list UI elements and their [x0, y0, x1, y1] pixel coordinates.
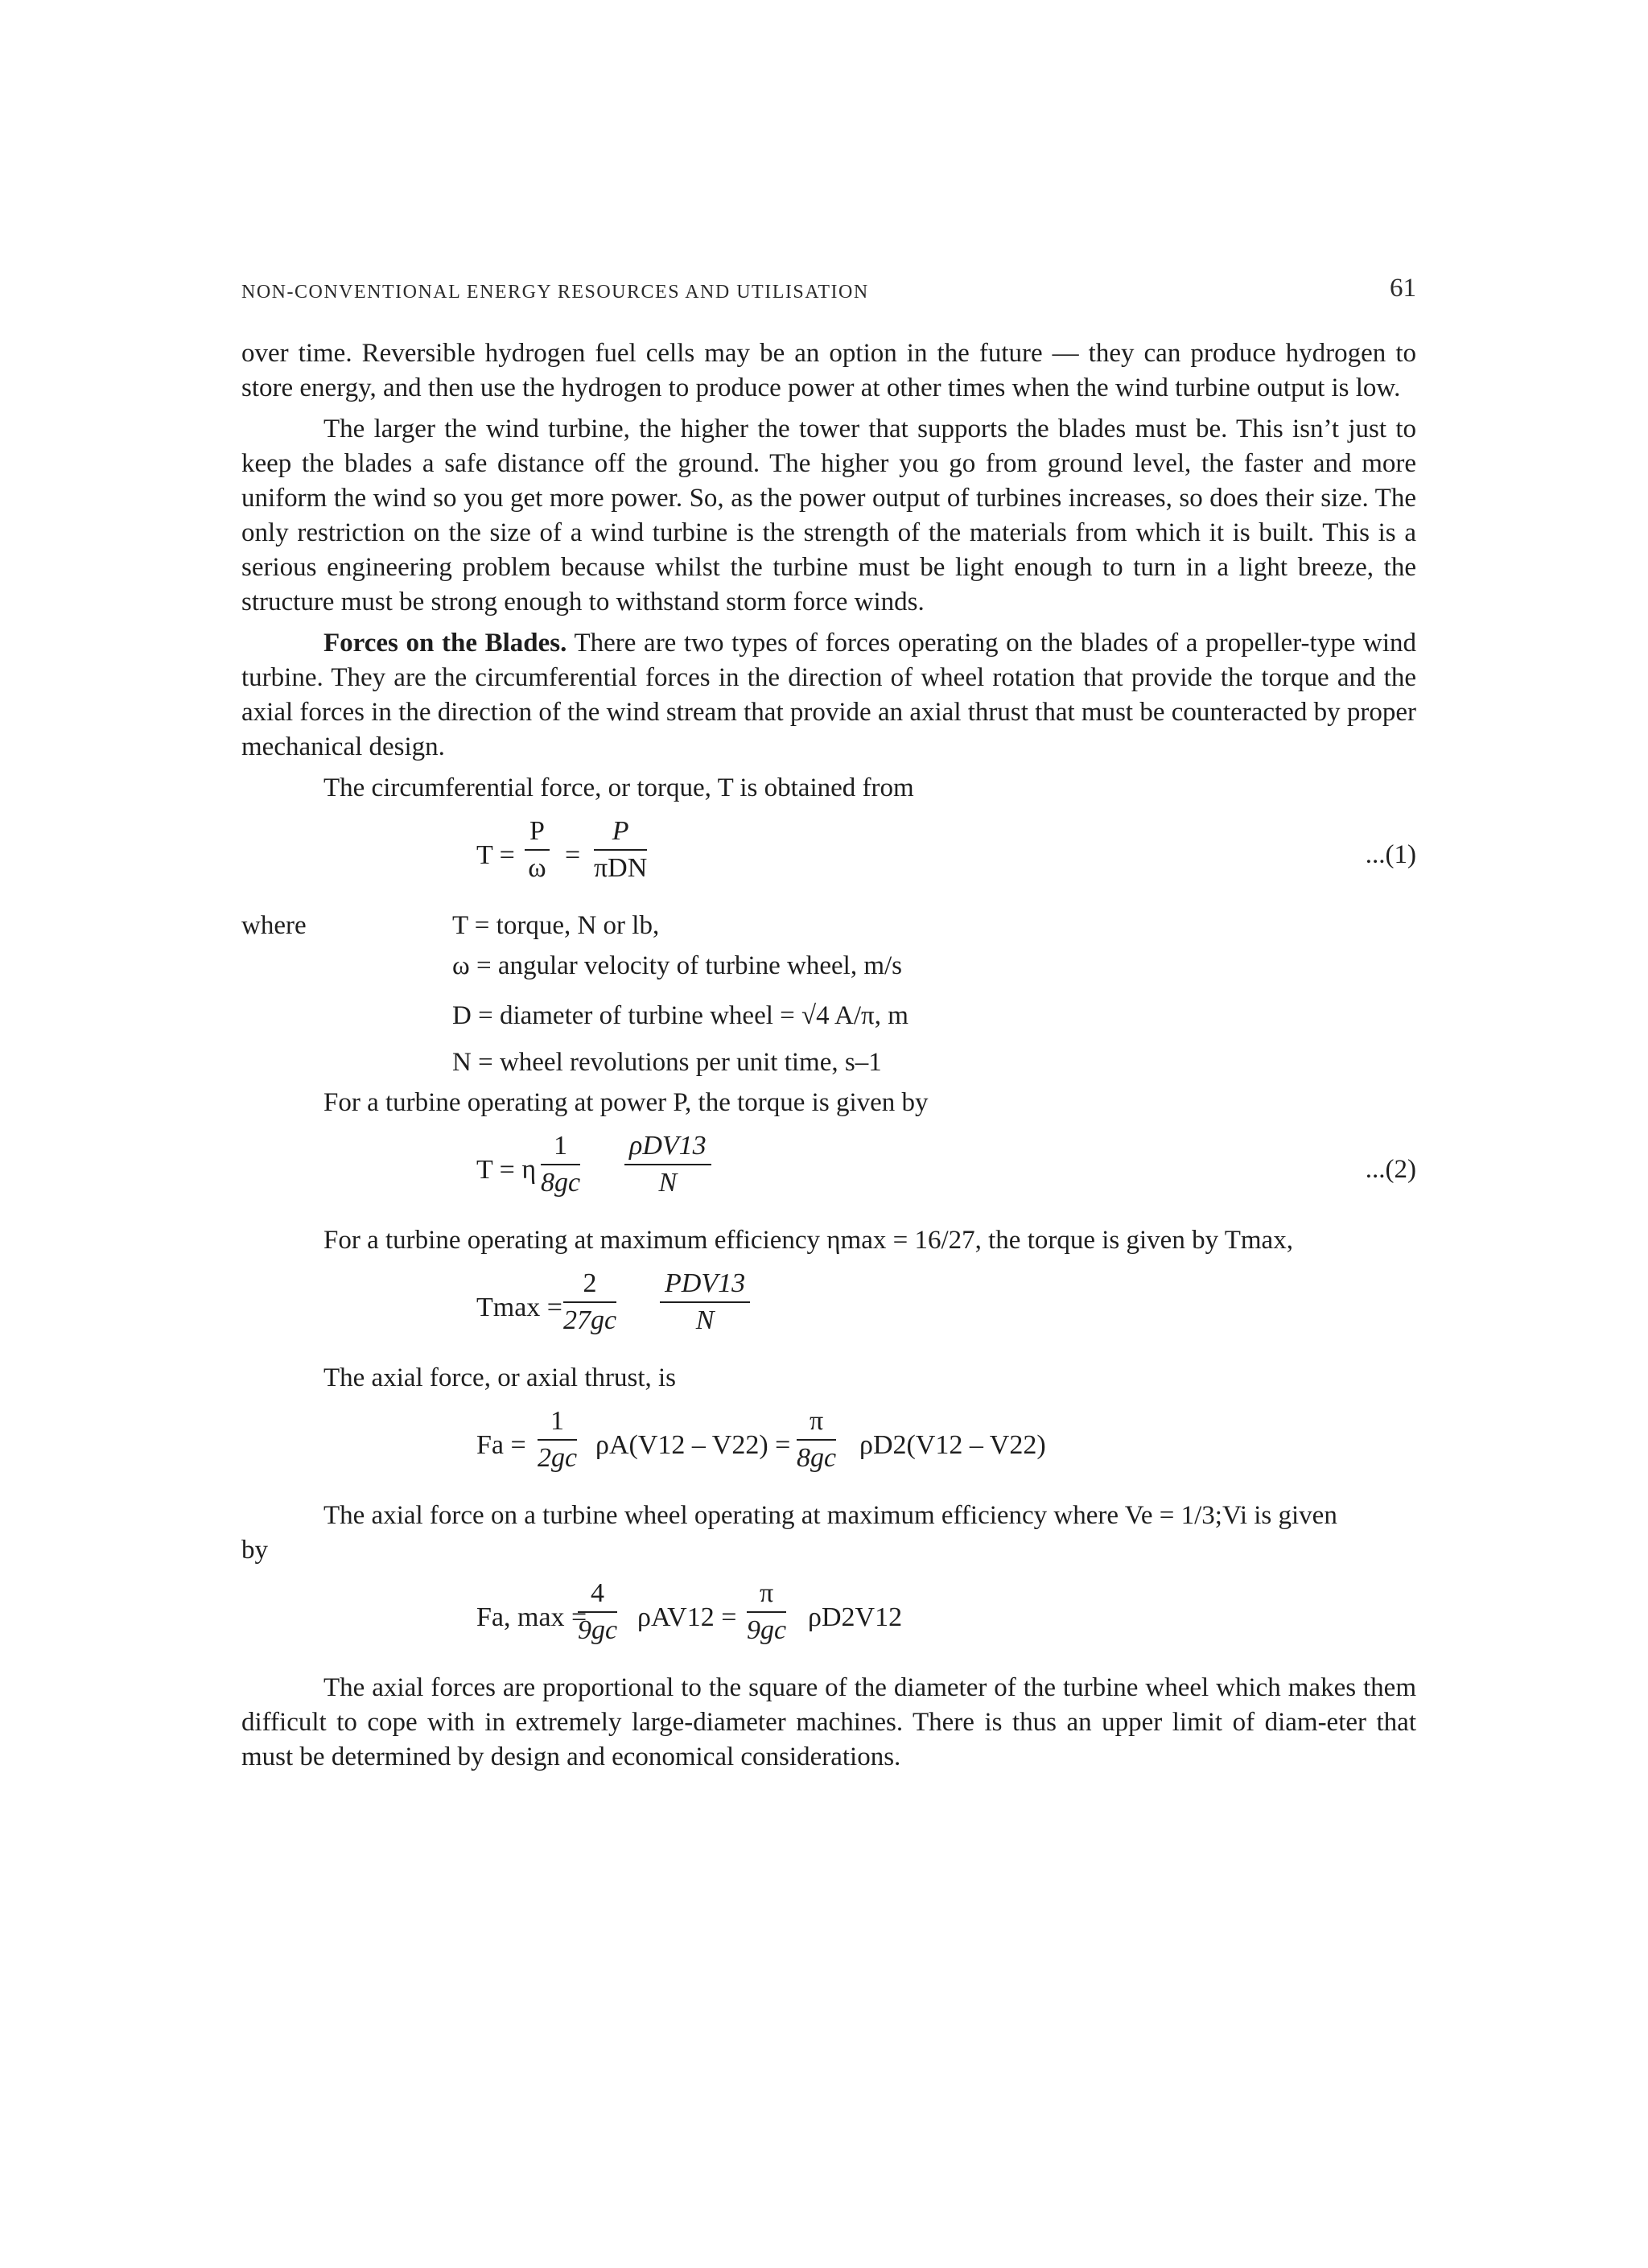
eq5-fraction-2 — [747, 1576, 786, 1648]
eq4-fraction-2 — [797, 1404, 836, 1476]
eq4-fraction-1 — [538, 1404, 577, 1476]
paragraph-text: There are two types of forces operating on the blades of a propeller-type wind turbine. They are the circumferential forces in the direction of wheel rotation that provide the torque and the axial forces in the direction of the wind stream that provide an axial thrust that must be counteracted by proper mechanical design. — [241, 629, 1416, 761]
eq3-f1-numerator: 2 — [563, 1266, 616, 1303]
paragraph: The circumferential force, or torque, T is obtained from — [323, 773, 914, 802]
eq2-fraction-2 — [624, 1128, 711, 1201]
where-item-torque: T = torque, N or lb, — [452, 911, 660, 940]
eq4-middle: ρA(V12 – V22) = — [595, 1430, 791, 1460]
paragraph: For a turbine operating at maximum efficiency ηmax = 16/27, the torque is given by Tmax, — [323, 1226, 1293, 1255]
eq5-middle: ρAV12 = — [637, 1602, 737, 1632]
equation-5 — [241, 1576, 1416, 1663]
eq2-lhs: T = η — [476, 1155, 537, 1185]
eq2-number: ...(2) — [1365, 1155, 1416, 1184]
eq2-fraction-1 — [541, 1128, 580, 1201]
where-label: where — [241, 911, 307, 940]
paragraph: The axial forces are proportional to the square of the diameter of the turbine wheel which makes them difficult to cope with in extremely large-diameter machines. There is thus an upper limit of diam-eter that must be determined by design and economical considerations. — [241, 1673, 1416, 1771]
eq1-f2-numerator: P — [594, 814, 647, 851]
eq5-lhs: Fa, max = — [476, 1602, 587, 1632]
eq5-f1-denominator: 9gc — [578, 1615, 618, 1645]
eq1-fraction-1 — [525, 814, 550, 886]
eq4-f1-numerator: 1 — [538, 1404, 577, 1441]
eq1-fraction-2 — [594, 814, 647, 886]
paragraph: over time. Reversible hydrogen fuel cells may be an option in the future — they can produce hydrogen to store energy, and then use the hydrogen to produce power at other times when the wind turbine output is low. — [241, 339, 1416, 402]
eq1-lhs: T = — [476, 840, 515, 870]
where-row-2 — [241, 949, 1416, 989]
eq2-f2-denominator: N — [658, 1168, 678, 1198]
eq3-f2-numerator: PDV13 — [660, 1266, 750, 1303]
eq5-tail: ρD2V12 — [808, 1602, 903, 1632]
eq1-f2-denominator: πDN — [594, 853, 648, 883]
equation-4 — [241, 1404, 1416, 1491]
where-item-revolutions: N = wheel revolutions per unit time, s–1 — [452, 1048, 882, 1077]
page-number: 61 — [1390, 274, 1416, 303]
eq3-f2-denominator: N — [695, 1305, 715, 1335]
eq4-f2-numerator: π — [797, 1404, 836, 1441]
running-head: NON-CONVENTIONAL ENERGY RESOURCES AND UTILISATION — [241, 282, 869, 303]
eq1-f1-numerator: P — [525, 814, 550, 851]
eq2-f2-numerator: ρDV13 — [624, 1128, 711, 1165]
equation-3 — [241, 1266, 1416, 1353]
eq3-fraction-2 — [660, 1266, 750, 1338]
eq5-f2-numerator: π — [747, 1576, 786, 1613]
paragraph: The axial force on a turbine wheel operating at maximum efficiency where Ve = 1/3;Vi is given — [323, 1501, 1337, 1530]
eq1-number: ...(1) — [1365, 840, 1416, 869]
paragraph: The larger the wind turbine, the higher the tower that supports the blades must be. This isn’t just to keep the blades a safe distance off the ground. The higher you go from ground level, the faster and more uniform the wind so you get more power. So, as the power output of turbines increases, so does their size. The only restriction on the size of a wind turbine is the strength of the materials from which it is built. This is a serious engineering problem because whilst the turbine must be light enough to turn in a light breeze, the structure must be strong enough to withstand storm force winds. — [241, 414, 1416, 616]
page-header — [241, 274, 1416, 314]
eq5-fraction-1 — [578, 1576, 617, 1648]
eq1-f1-denominator: ω — [528, 853, 546, 883]
where-row-4 — [241, 1045, 1416, 1086]
equation-2 — [241, 1128, 1416, 1215]
eq4-tail: ρD2(V12 – V22) — [859, 1430, 1046, 1460]
eq1-equals: = — [565, 840, 581, 870]
eq3-fraction-1 — [563, 1266, 616, 1338]
paragraph — [241, 626, 1416, 765]
paragraph-continuation: by — [241, 1536, 268, 1565]
section-heading: Forces on the Blades. — [323, 629, 567, 658]
eq3-f1-denominator: 27gc — [563, 1305, 617, 1335]
equation-1 — [241, 814, 1416, 901]
where-row-3 — [241, 989, 1416, 1045]
eq4-lhs: Fa = — [476, 1430, 526, 1460]
paragraph: For a turbine operating at power P, the torque is given by — [323, 1088, 929, 1117]
eq5-f1-numerator: 4 — [578, 1576, 617, 1613]
where-item-diameter: D = diameter of turbine wheel = √4 A/π, m — [452, 1001, 908, 1030]
eq5-f2-denominator: 9gc — [747, 1615, 787, 1645]
eq3-lhs: Tmax = — [476, 1293, 562, 1322]
where-item-omega: ω = angular velocity of turbine wheel, m/s — [452, 951, 903, 980]
eq2-f1-numerator: 1 — [541, 1128, 580, 1165]
where-row-1 — [241, 909, 1416, 949]
eq2-f1-denominator: 8gc — [541, 1168, 581, 1198]
eq4-f2-denominator: 8gc — [797, 1443, 837, 1473]
body-text — [241, 336, 1416, 1781]
eq4-f1-denominator: 2gc — [538, 1443, 578, 1473]
paragraph: The axial force, or axial thrust, is — [323, 1363, 677, 1392]
